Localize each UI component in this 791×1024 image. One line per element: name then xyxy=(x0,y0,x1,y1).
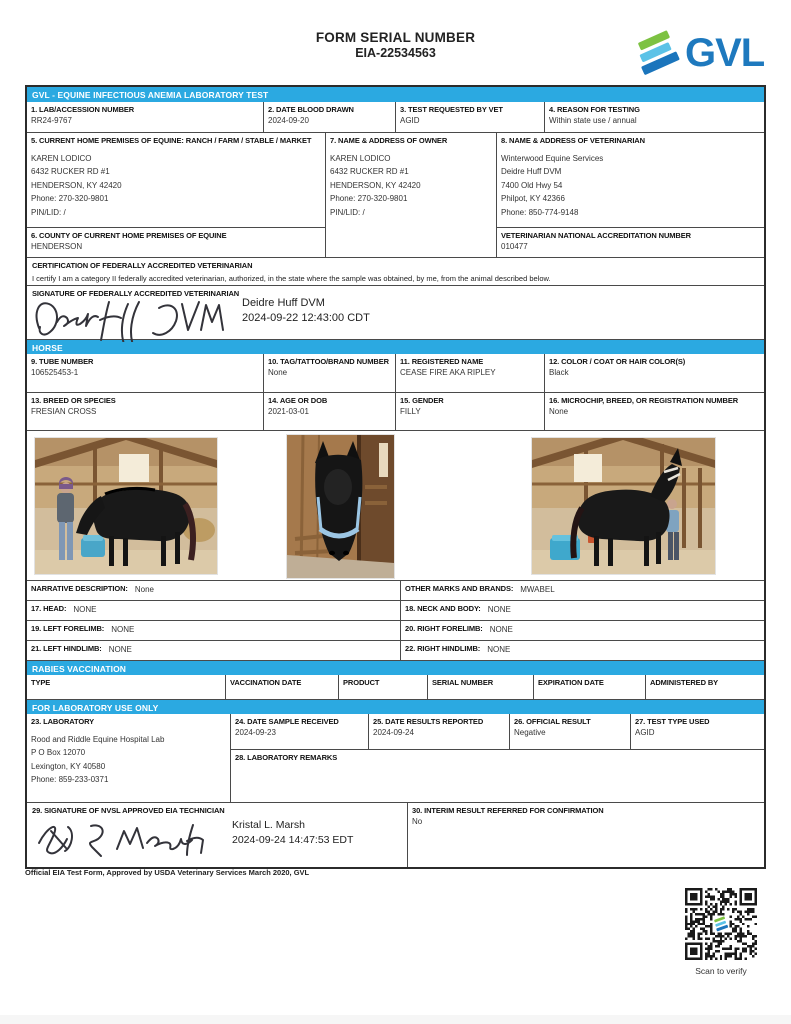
vet-signature-block: SIGNATURE OF FEDERALLY ACCREDITED VETERINARIAN Deidre Huff DVM 2024-09-22 12:43:00 CDT xyxy=(27,285,764,339)
premises-address: KAREN LODICO 6432 RUCKER RD #1 HENDERSON, KY 42420 Phone: 270-320-9801 PIN/LID: / xyxy=(31,153,122,217)
field-age-dob: 14. AGE OR DOB 2021-03-01 xyxy=(263,393,395,430)
field-test-requested: 3. TEST REQUESTED BY VET AGID xyxy=(395,102,544,132)
field-owner: 7. NAME & ADDRESS OF OWNER KAREN LODICO 6432 RUCKER RD #1 HENDERSON, KY 42420 Phone: 270-320-9801 PIN/LID: / xyxy=(325,133,496,257)
field-home-premises: 5. CURRENT HOME PREMISES OF EQUINE: RANCH / FARM / STABLE / MARKET KAREN LODICO 6432 RUCKER RD #1 HENDERSON, KY 42420 Phone: 270-320-9801 PIN/LID: / 6. COUNTY OF CURRENT HOME PREMISES OF EQUINE HENDERSON xyxy=(27,133,325,257)
field-date-sample-received: 24. DATE SAMPLE RECEIVED 2024-09-23 xyxy=(235,717,339,737)
rabies-col-expiration-date: EXPIRATION DATE xyxy=(533,675,645,699)
field-other-marks-brands: OTHER MARKS AND BRANDS: MWABEL xyxy=(400,581,764,600)
field-narrative-description: NARRATIVE DESCRIPTION: None xyxy=(31,584,154,594)
field-date-results-reported: 25. DATE RESULTS REPORTED 2024-09-24 xyxy=(368,714,509,749)
horse-photo-right-side xyxy=(532,438,715,574)
page-bottom-edge xyxy=(0,1015,791,1024)
field-date-blood-drawn: 2. DATE BLOOD DRAWN 2024-09-20 xyxy=(263,102,395,132)
horse-photos-row xyxy=(27,430,764,580)
technician-signature-scribble xyxy=(33,817,213,861)
field-right-forelimb: 20. RIGHT FORELIMB: NONE xyxy=(400,621,764,640)
row-fields-29-30 xyxy=(27,802,764,867)
technician-name: Kristal L. Marsh xyxy=(232,819,305,831)
gvl-logo-icon xyxy=(633,28,683,78)
gvl-logo-text: GVL xyxy=(685,31,765,75)
horse-photo-left-side xyxy=(35,438,217,574)
field-color: 12. COLOR / COAT OR HAIR COLOR(S) Black xyxy=(544,354,764,392)
row-hindlimbs xyxy=(27,640,764,660)
rabies-col-administered-by: ADMINISTERED BY xyxy=(645,675,764,699)
field-gender: 15. GENDER FILLY xyxy=(395,393,544,430)
row-fields-13-16 xyxy=(27,392,764,430)
section-band-test: GVL - EQUINE INFECTIOUS ANEMIA LABORATORY TEST xyxy=(27,87,764,102)
field-left-forelimb: 19. LEFT FORELIMB: NONE xyxy=(31,624,135,634)
field-laboratory-remarks: 28. LABORATORY REMARKS xyxy=(231,749,764,802)
field-neck-body: 18. NECK AND BODY: NONE xyxy=(400,601,764,620)
certification-statement: CERTIFICATION OF FEDERALLY ACCREDITED VETERINARIAN I certify I am a category II federally accredited veterinarian, authorized, in the state where the sample was obtained, by me, from the animal described below. xyxy=(27,257,764,285)
owner-address: KAREN LODICO 6432 RUCKER RD #1 HENDERSON, KY 42420 Phone: 270-320-9801 PIN/LID: / xyxy=(330,153,421,217)
field-head: 17. HEAD: NONE xyxy=(31,604,97,614)
field-breed: 13. BREED OR SPECIES FRESIAN CROSS xyxy=(31,396,116,416)
field-reason-for-testing: 4. REASON FOR TESTING Within state use / annual xyxy=(544,102,764,132)
field-test-type-used: 27. TEST TYPE USED AGID xyxy=(630,714,764,749)
technician-signature-block: 29. SIGNATURE OF NVSL APPROVED EIA TECHNICIAN Kristal L. Marsh 2024-09-24 14:47:53 EDT xyxy=(27,803,407,867)
section-band-rabies: RABIES VACCINATION xyxy=(27,660,764,675)
technician-datetime: 2024-09-24 14:47:53 EDT xyxy=(232,834,354,846)
field-right-hindlimb: 22. RIGHT HINDLIMB: NONE xyxy=(400,641,764,660)
section-band-laboratory: FOR LABORATORY USE ONLY xyxy=(27,699,764,714)
rabies-col-product: PRODUCT xyxy=(338,675,427,699)
rabies-col-vaccination-date: VACCINATION DATE xyxy=(225,675,338,699)
form-approval-footnote: Official EIA Test Form, Approved by USDA Veterinary Services March 2020, GVL xyxy=(25,868,310,877)
qr-caption: Scan to verify xyxy=(695,966,747,976)
section-band-horse: HORSE xyxy=(27,339,764,354)
row-fields-5-8 xyxy=(27,132,764,257)
field-vet-accreditation-number: VETERINARIAN NATIONAL ACCREDITATION NUMBER 010477 xyxy=(497,227,764,257)
gvl-logo xyxy=(633,26,783,80)
vet-signature-name: Deidre Huff DVM xyxy=(242,297,325,309)
rabies-col-type: TYPE xyxy=(31,678,51,687)
vet-signature-datetime: 2024-09-22 12:43:00 CDT xyxy=(242,312,370,324)
row-narrative-marks xyxy=(27,580,764,600)
row-fields-1-4 xyxy=(27,102,764,132)
field-interim-result: 30. INTERIM RESULT REFERRED FOR CONFIRMATION No xyxy=(407,803,764,867)
horse-photo-face xyxy=(287,435,394,578)
field-microchip-registration: 16. MICROCHIP, BREED, OR REGISTRATION NUMBER None xyxy=(544,393,764,430)
rabies-vaccination-header-row xyxy=(27,675,764,699)
laboratory-results xyxy=(230,714,764,802)
row-forelimbs xyxy=(27,620,764,640)
field-registered-name: 11. REGISTERED NAME CEASE FIRE AKA RIPLEY xyxy=(395,354,544,392)
row-head-neck xyxy=(27,600,764,620)
field-county: 6. COUNTY OF CURRENT HOME PREMISES OF EQUINE HENDERSON xyxy=(27,227,325,257)
form-serial-label: FORM SERIAL NUMBER xyxy=(315,30,476,45)
rabies-col-serial-number: SERIAL NUMBER xyxy=(427,675,533,699)
verification-qr-block xyxy=(681,888,761,976)
field-laboratory: 23. LABORATORY Rood and Riddle Equine Hospital Lab P O Box 12070 Lexington, KY 40580 Phone: 859-233-0371 xyxy=(27,714,230,802)
field-tube-number: 9. TUBE NUMBER 106525453-1 xyxy=(31,357,94,377)
vet-signature-scribble xyxy=(29,294,229,342)
field-left-hindlimb: 21. LEFT HINDLIMB: NONE xyxy=(31,644,132,654)
field-official-result: 26. OFFICIAL RESULT Negative xyxy=(509,714,630,749)
laboratory-block xyxy=(27,714,764,802)
field-lab-accession: 1. LAB/ACCESSION NUMBER RR24-9767 xyxy=(31,105,135,125)
qr-code xyxy=(685,888,757,960)
form-serial-value: EIA-22534563 xyxy=(355,46,436,60)
laboratory-address: Rood and Riddle Equine Hospital Lab P O Box 12070 Lexington, KY 40580 Phone: 859-233-0371 xyxy=(31,734,165,785)
row-fields-9-12 xyxy=(27,354,764,392)
field-tag-tattoo-brand: 10. TAG/TATTOO/BRAND NUMBER None xyxy=(263,354,395,392)
eia-test-form xyxy=(25,85,766,869)
field-veterinarian: 8. NAME & ADDRESS OF VETERINARIAN Winterwood Equine Services Deidre Huff DVM 7400 Old Hwy 54 Philpot, KY 42366 Phone: 850-774-9148 VETERINARIAN NATIONAL ACCREDITATION NUMBER 010477 xyxy=(496,133,764,257)
veterinarian-address: Winterwood Equine Services Deidre Huff DVM 7400 Old Hwy 54 Philpot, KY 42366 Phone: 850-774-9148 xyxy=(501,153,604,217)
